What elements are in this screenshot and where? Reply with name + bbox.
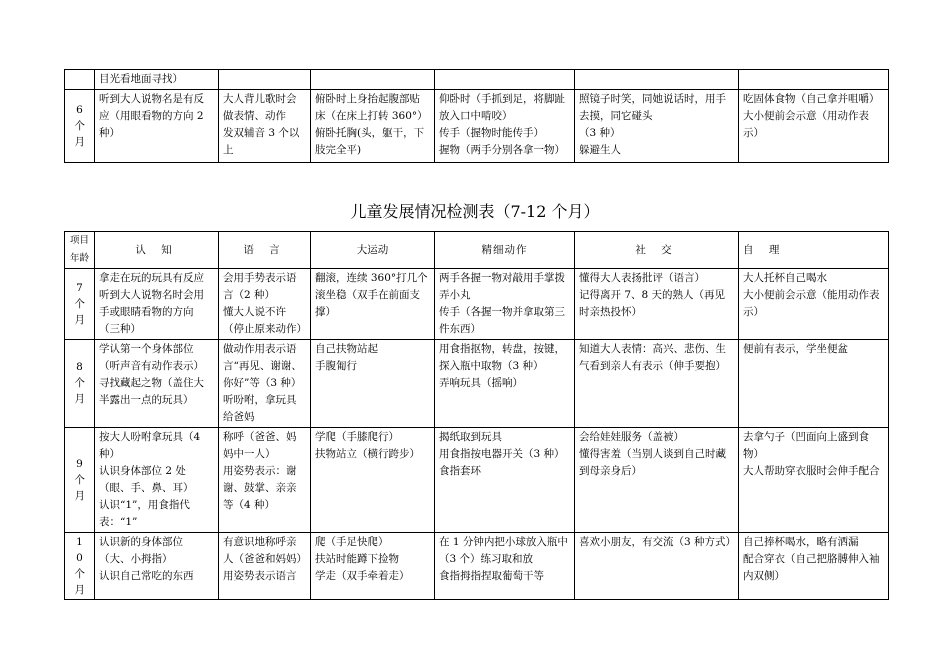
column-header-self-care: 自 理 — [739, 232, 889, 269]
age-cell: 7个月 — [65, 269, 95, 340]
table-row — [65, 90, 889, 163]
corner-header: 项目 年龄 — [65, 232, 95, 269]
fine-motor-cell: 在 1 分钟内把小球放入瓶中（3 个）练习取和放 食指拇指捏取葡萄干等 — [435, 533, 575, 600]
fine-motor-cell — [435, 70, 575, 90]
table-row — [65, 533, 889, 600]
gross-motor-cell — [311, 70, 435, 90]
gross-motor-cell: 俯卧时上身抬起腹部贴床（在床上打转 360°） 俯卧托胸(头，躯干，下肢完全平) — [311, 90, 435, 163]
cognition-cell: 认识新的身体部位（大、小拇指） 认识自己常吃的东西 — [95, 533, 219, 600]
column-header-gross-motor: 大运动 — [311, 232, 435, 269]
self-care-cell — [739, 70, 889, 90]
previous-age-table — [64, 69, 889, 163]
self-care-cell: 自己捧杯喝水，略有洒漏 配合穿衣（自己把胳膊伸入袖内双侧） — [739, 533, 889, 600]
cognition-cell: 按大人吩咐拿玩具（4 种） 认识身体部位 2 处 （眼、手、鼻、耳） 认识“1”，用食指代表：“1” — [95, 428, 219, 533]
fine-motor-cell: 用食指抠物，转盘，按键，探入瓶中取物（3 种） 弄响玩具（摇响） — [435, 340, 575, 428]
language-cell — [219, 70, 311, 90]
column-header-cognition: 认 知 — [95, 232, 219, 269]
age-cell: 9个月 — [65, 428, 95, 533]
self-care-cell: 吃固体食物（自己拿并咀嚼） 大小便前会示意（用动作表示） — [739, 90, 889, 163]
gross-motor-cell: 自己扶物站起 手腹匍行 — [311, 340, 435, 428]
cognition-cell: 学认第一个身体部位（听声音有动作表示）寻找藏起之物（盖住大半露出一点的玩具） — [95, 340, 219, 428]
age-cell — [65, 70, 95, 90]
gross-motor-cell: 学爬（手膝爬行） 扶物站立（横行跨步） — [311, 428, 435, 533]
gross-motor-cell: 爬（手足快爬） 扶站时能蹲下捡物 学走（双手牵着走） — [311, 533, 435, 600]
fine-motor-cell: 仰卧时（手抓到足，将脚趾放入口中啃咬） 传手（握物时能传手） 握物（两手分别各拿一物） — [435, 90, 575, 163]
social-cell: 懂得大人表扬批评（语言） 记得离开 7、8 天的熟人（再见时亲热投怀） — [575, 269, 739, 340]
cognition-cell: 听到大人说物名是有反应（用眼看物的方向 2 种） — [95, 90, 219, 163]
social-cell: 会给娃娃服务（盖被） 懂得害羞（当别人谈到自己时藏到母亲身后） — [575, 428, 739, 533]
cognition-cell: 拿走在玩的玩具有反应 听到大人说物名时会用手或眼睛看物的方向（三种） — [95, 269, 219, 340]
social-cell: 喜欢小朋友，有交流（3 种方式） — [575, 533, 739, 600]
page-title: 儿童发展情况检测表（7-12 个月） — [350, 202, 600, 221]
social-cell: 照镜子时笑，同她说话时，用手去摸，同它碰头 （3 种） 躲避生人 — [575, 90, 739, 163]
header-row — [65, 232, 889, 269]
development-table — [64, 231, 889, 600]
table-row — [65, 70, 889, 90]
cognition-cell: 目光看地面寻找） — [95, 70, 219, 90]
table-row — [65, 269, 889, 340]
self-care-cell: 大人托杯自己喝水 大小便前会示意（能用动作表示） — [739, 269, 889, 340]
age-cell: 8个月 — [65, 340, 95, 428]
language-cell: 会用手势表示语言（2 种） 懂大人说不许（停止原来动作） — [219, 269, 311, 340]
table-row — [65, 340, 889, 428]
language-cell: 称呼（爸爸、妈妈中一人） 用姿势表示：谢谢、鼓掌、亲亲等（4 种） — [219, 428, 311, 533]
language-cell: 做动作用表示语言“再见、谢谢、你好”等（3 种） 听吩咐，拿玩具给爸妈 — [219, 340, 311, 428]
column-header-fine-motor: 精细动作 — [435, 232, 575, 269]
language-cell: 大人背儿歌时会做表情、动作 发双辅音 3 个以上 — [219, 90, 311, 163]
self-care-cell: 便前有表示，学坐便盆 — [739, 340, 889, 428]
fine-motor-cell: 两手各握一物对敲用手掌拨弄小丸 传手（各握一物并拿取第三件东西） — [435, 269, 575, 340]
social-cell — [575, 70, 739, 90]
gross-motor-cell: 翻滚，连续 360°打几个滚坐稳（双手在前面支撑） — [311, 269, 435, 340]
column-header-social: 社 交 — [575, 232, 739, 269]
age-cell: 10个月 — [65, 533, 95, 600]
age-cell: 6个月 — [65, 90, 95, 163]
social-cell: 知道大人表情：高兴、悲伤、生气看到亲人有表示（伸手要抱） — [575, 340, 739, 428]
table-row — [65, 428, 889, 533]
fine-motor-cell: 揭纸取到玩具 用食指按电器开关（3 种） 食指套环 — [435, 428, 575, 533]
self-care-cell: 去拿勺子（凹面向上盛到食物） 大人帮助穿衣服时会伸手配合 — [739, 428, 889, 533]
column-header-language: 语 言 — [219, 232, 311, 269]
language-cell: 有意识地称呼亲人（爸爸和妈妈） 用姿势表示语言 — [219, 533, 311, 600]
